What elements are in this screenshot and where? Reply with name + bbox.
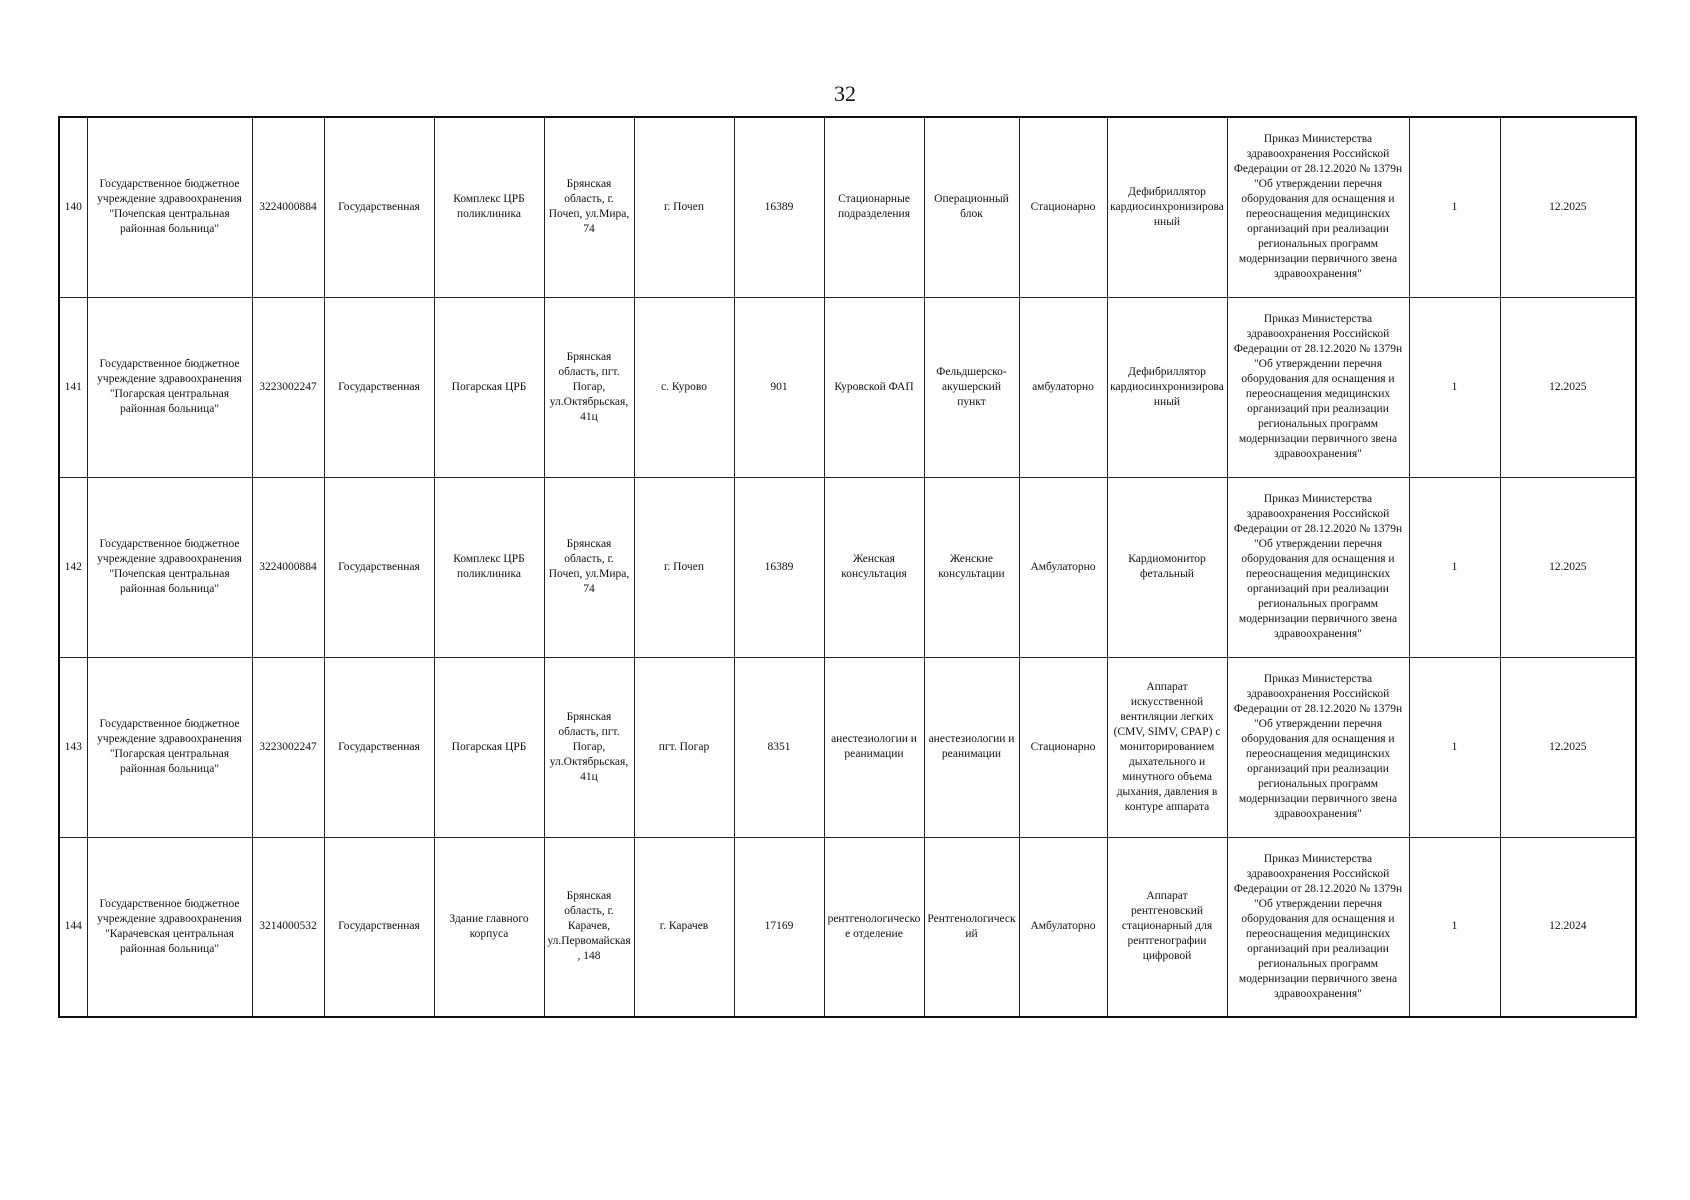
cell-inn: 3214000532 [252, 837, 324, 1017]
cell-ownership: Государственная [324, 117, 434, 297]
cell-basis: Приказ Министерства здравоохранения Российской Федерации от 28.12.2020 № 1379н "Об утверждении перечня оборудования для оснащения и переоснащения медицинских организаций при реализации региональных программ модернизации первичного звена здравоохранения" [1227, 837, 1409, 1017]
table-row [59, 657, 1636, 837]
cell-quantity: 1 [1409, 117, 1500, 297]
cell-date: 12.2025 [1500, 297, 1636, 477]
cell-quantity: 1 [1409, 837, 1500, 1017]
cell-institution: Государственное бюджетное учреждение здравоохранения "Погарская центральная районная больница" [87, 297, 252, 477]
cell-care-form: Стационарно [1019, 657, 1107, 837]
table-row [59, 117, 1636, 297]
cell-building: Комплекс ЦРБ поликлиника [434, 117, 544, 297]
cell-basis: Приказ Министерства здравоохранения Российской Федерации от 28.12.2020 № 1379н "Об утверждении перечня оборудования для оснащения и переоснащения медицинских организаций при реализации региональных программ модернизации первичного звена здравоохранения" [1227, 297, 1409, 477]
table-row [59, 477, 1636, 657]
cell-institution: Государственное бюджетное учреждение здравоохранения "Почепская центральная районная больница" [87, 117, 252, 297]
cell-care-form: Стационарно [1019, 117, 1107, 297]
table-body [59, 117, 1636, 1017]
cell-equipment: Дефибриллятор кардиосинхронизированный [1107, 117, 1227, 297]
cell-institution: Государственное бюджетное учреждение здравоохранения "Почепская центральная районная больница" [87, 477, 252, 657]
cell-department: анестезиологии и реанимации [924, 657, 1019, 837]
cell-address: Брянская область, г. Почеп, ул.Мира, 74 [544, 117, 634, 297]
cell-inn: 3224000884 [252, 117, 324, 297]
cell-row-number: 142 [59, 477, 87, 657]
cell-ownership: Государственная [324, 657, 434, 837]
cell-department: Рентгенологический [924, 837, 1019, 1017]
cell-population: 901 [734, 297, 824, 477]
cell-locality: г. Почеп [634, 477, 734, 657]
cell-address: Брянская область, пгт. Погар, ул.Октябрьская, 41ц [544, 297, 634, 477]
cell-inn: 3223002247 [252, 657, 324, 837]
cell-quantity: 1 [1409, 657, 1500, 837]
cell-institution: Государственное бюджетное учреждение здравоохранения "Погарская центральная районная больница" [87, 657, 252, 837]
table-row [59, 297, 1636, 477]
cell-basis: Приказ Министерства здравоохранения Российской Федерации от 28.12.2020 № 1379н "Об утверждении перечня оборудования для оснащения и переоснащения медицинских организаций при реализации региональных программ модернизации первичного звена здравоохранения" [1227, 657, 1409, 837]
cell-equipment: Аппарат рентгеновский стационарный для рентгенографии цифровой [1107, 837, 1227, 1017]
cell-care-form: Амбулаторно [1019, 837, 1107, 1017]
cell-locality: с. Курово [634, 297, 734, 477]
cell-care-form: амбулаторно [1019, 297, 1107, 477]
page-number: 32 [834, 81, 856, 106]
cell-population: 17169 [734, 837, 824, 1017]
cell-equipment: Дефибриллятор кардиосинхронизированный [1107, 297, 1227, 477]
cell-date: 12.2024 [1500, 837, 1636, 1017]
cell-department: Операционный блок [924, 117, 1019, 297]
cell-population: 16389 [734, 477, 824, 657]
table-row [59, 837, 1636, 1017]
cell-locality: г. Карачев [634, 837, 734, 1017]
cell-row-number: 144 [59, 837, 87, 1017]
cell-unit: Куровской ФАП [824, 297, 924, 477]
cell-ownership: Государственная [324, 837, 434, 1017]
cell-care-form: Амбулаторно [1019, 477, 1107, 657]
cell-locality: пгт. Погар [634, 657, 734, 837]
cell-basis: Приказ Министерства здравоохранения Российской Федерации от 28.12.2020 № 1379н "Об утверждении перечня оборудования для оснащения и переоснащения медицинских организаций при реализации региональных программ модернизации первичного звена здравоохранения" [1227, 477, 1409, 657]
equipment-table [58, 116, 1637, 1018]
cell-address: Брянская область, г. Почеп, ул.Мира, 74 [544, 477, 634, 657]
cell-building: Погарская ЦРБ [434, 297, 544, 477]
cell-department: Фельдшерско-акушерский пункт [924, 297, 1019, 477]
cell-building: Комплекс ЦРБ поликлиника [434, 477, 544, 657]
cell-building: Здание главного корпуса [434, 837, 544, 1017]
cell-department: Женские консультации [924, 477, 1019, 657]
cell-building: Погарская ЦРБ [434, 657, 544, 837]
cell-date: 12.2025 [1500, 477, 1636, 657]
cell-row-number: 143 [59, 657, 87, 837]
cell-inn: 3223002247 [252, 297, 324, 477]
cell-unit: анестезиологии и реанимации [824, 657, 924, 837]
cell-address: Брянская область, г. Карачев, ул.Первомайская, 148 [544, 837, 634, 1017]
cell-population: 8351 [734, 657, 824, 837]
cell-unit: Женская консультация [824, 477, 924, 657]
cell-equipment: Аппарат искусственной вентиляции легких (CMV, SIMV, CPAP) с мониторированием дыхательного и минутного объема дыхания, давления в контуре аппарата [1107, 657, 1227, 837]
cell-row-number: 141 [59, 297, 87, 477]
cell-date: 12.2025 [1500, 657, 1636, 837]
cell-locality: г. Почеп [634, 117, 734, 297]
cell-ownership: Государственная [324, 297, 434, 477]
cell-unit: Стационарные подразделения [824, 117, 924, 297]
cell-population: 16389 [734, 117, 824, 297]
cell-inn: 3224000884 [252, 477, 324, 657]
cell-row-number: 140 [59, 117, 87, 297]
cell-date: 12.2025 [1500, 117, 1636, 297]
cell-institution: Государственное бюджетное учреждение здравоохранения "Карачевская центральная районная больница" [87, 837, 252, 1017]
cell-address: Брянская область, пгт. Погар, ул.Октябрьская, 41ц [544, 657, 634, 837]
cell-quantity: 1 [1409, 477, 1500, 657]
cell-equipment: Кардиомонитор фетальный [1107, 477, 1227, 657]
cell-quantity: 1 [1409, 297, 1500, 477]
cell-unit: рентгенологическое отделение [824, 837, 924, 1017]
cell-basis: Приказ Министерства здравоохранения Российской Федерации от 28.12.2020 № 1379н "Об утверждении перечня оборудования для оснащения и переоснащения медицинских организаций при реализации региональных программ модернизации первичного звена здравоохранения" [1227, 117, 1409, 297]
cell-ownership: Государственная [324, 477, 434, 657]
